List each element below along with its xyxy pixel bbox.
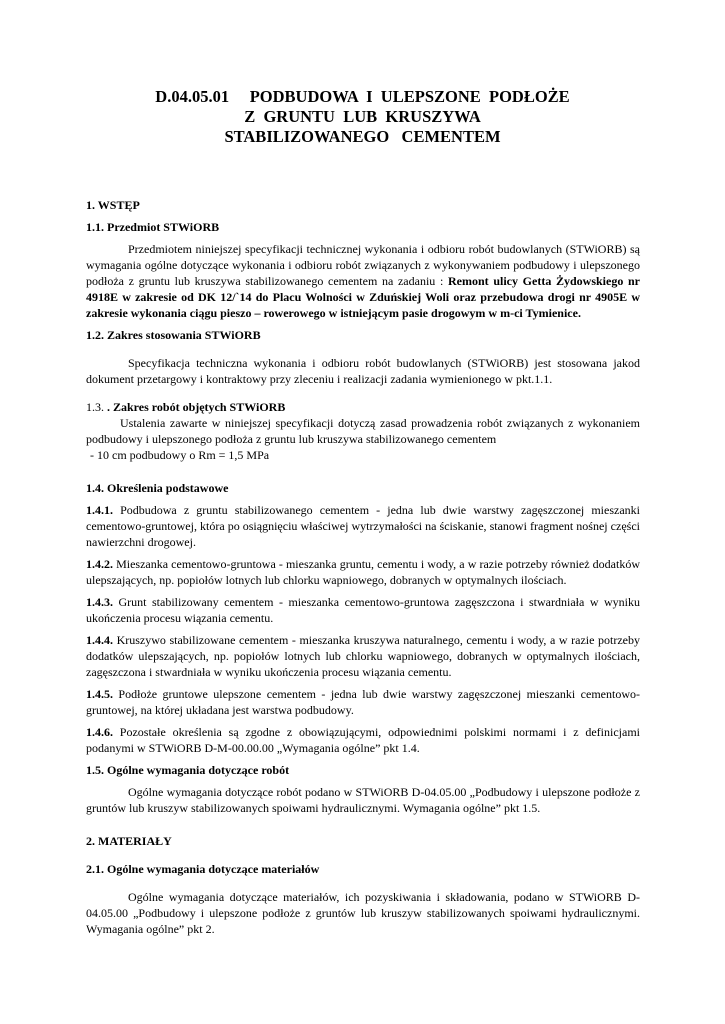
- section-1-3-number: 1.3.: [86, 400, 107, 414]
- section-1-3-list-item: - 10 cm podbudowy o Rm = 1,5 MPa: [90, 448, 270, 462]
- definition-item: [86, 556, 640, 588]
- title-line-2: Z GRUNTU LUB KRUSZYWA: [244, 107, 481, 126]
- definition-number: 1.4.1.: [86, 503, 113, 517]
- definition-item: [86, 632, 640, 680]
- definition-text: Grunt stabilizowany cementem - mieszanka cementowo-gruntowa zagęszczona i stwardniała w wyniku ukończenia procesu wiązania cementu.: [86, 595, 640, 625]
- section-1-2-paragraph: Specyfikacja techniczna wykonania i odbioru robót budowlanych (STWiORB) jest stosowana jakod dokument przetargowy i kontraktowy przy zleceniu i realizacji zadania wymienionego w pkt.1.1.: [86, 356, 640, 386]
- definition-text: Podłoże gruntowe ulepszone cementem - jedna lub dwie warstwy zagęszczonej mieszanki cementowo-gruntowej, na której układana jest warstwa podbudowy.: [86, 687, 640, 717]
- definition-text: Pozostałe określenia są zgodne z obowiązującymi, odpowiednimi polskimi normami i z definicjami podanymi w STWiORB D-M-00.00.00 „Wymagania ogólne” pkt 1.4.: [86, 725, 640, 755]
- title-line-3: STABILIZOWANEGO CEMENTEM: [224, 127, 501, 146]
- section-1-heading: 1. WSTĘP: [86, 198, 140, 212]
- section-1-1-project-name: Remont ulicy Getta Żydowskiego nr 4918E w zakresie od DK 12/`14 do Placu Wolności w Zduńskiej Woli oraz przebudowa drogi nr 4905E w zakresie wykonania ciągu pieszo – rowerowego w istniejącym pasie drogowym w m-ci Tymienice.: [86, 274, 641, 320]
- section-2-heading: 2. MATERIAŁY: [86, 834, 172, 848]
- title-line-1: D.04.05.01 PODBUDOWA I ULEPSZONE PODŁOŻE: [155, 87, 570, 106]
- definitions-list: [86, 502, 640, 762]
- document-title: [0, 87, 725, 147]
- definition-number: 1.4.4.: [86, 633, 113, 647]
- section-2-1-paragraph: Ogólne wymagania dotyczące materiałów, ich pozyskiwania i składowania, podano w STWiORB D-04.05.00 „Podbudowy i ulepszone podłoże z gruntów lub kruszyw stabilizowanych spoiwami hydraulicznymi. Wymagania ogólne” pkt 2.: [86, 890, 640, 936]
- definition-item: [86, 594, 640, 626]
- section-1-4-heading: 1.4. Określenia podstawowe: [86, 481, 229, 495]
- definition-item: [86, 724, 640, 756]
- section-1-1-heading: 1.1. Przedmiot STWiORB: [86, 220, 220, 234]
- document-body: [86, 197, 640, 937]
- definition-item: [86, 686, 640, 718]
- definition-number: 1.4.2.: [86, 557, 113, 571]
- section-2-1-heading: 2.1. Ogólne wymagania dotyczące materiałów: [86, 862, 320, 876]
- definition-item: [86, 502, 640, 550]
- section-1-5-paragraph: Ogólne wymagania dotyczące robót podano w STWiORB D-04.05.00 „Podbudowy i ulepszone podłoże z gruntów lub kruszyw stabilizowanych spoiwami hydraulicznymi. Wymagania ogólne” pkt 1.5.: [86, 785, 640, 815]
- section-1-3-heading: [86, 399, 640, 415]
- definition-number: 1.4.6.: [86, 725, 113, 739]
- definition-number: 1.4.3.: [86, 595, 113, 609]
- section-1-5-heading: 1.5. Ogólne wymagania dotyczące robót: [86, 763, 290, 777]
- definition-text: Kruszywo stabilizowane cementem - mieszanka kruszywa naturalnego, cementu i wody, a w razie potrzeby dodatków ulepszających, np. popiołów lotnych lub chlorku wapniowego, dobranych w optymalnych ilościach, zagęszczona i stwardniała w wyniku ukończenia procesu wiązania cementu.: [86, 633, 640, 679]
- section-1-1-paragraph: [86, 241, 640, 321]
- definition-text: Mieszanka cementowo-gruntowa - mieszanka gruntu, cementu i wody, a w razie potrzeby również dodatków ulepszających, np. popiołów lotnych lub chlorku wapniowego, dobranych w optymalnych ilościach.: [86, 557, 640, 587]
- section-1-2-heading: 1.2. Zakres stosowania STWiORB: [86, 328, 261, 342]
- definition-text: Podbudowa z gruntu stabilizowanego cementem - jedna lub dwie warstwy zagęszczonej mieszanki cementowo-gruntowej, która po osiągnięciu właściwej wytrzymałości na ściskanie, stanowi fragment nośnej części nawierzchni drogowej.: [86, 503, 640, 549]
- section-1-3-title: . Zakres robót objętych STWiORB: [107, 400, 286, 414]
- section-1-3-paragraph: Ustalenia zawarte w niniejszej specyfikacji dotyczą zasad prowadzenia robót związanych z wykonaniem podbudowy i ulepszonego podłoża z gruntu lub kruszywa stabilizowanego cementem: [86, 416, 640, 446]
- section-1-1-text: Przedmiotem niniejszej specyfikacji technicznej wykonania i odbioru robót budowlanych (STWiORB) są wymagania ogólne dotyczące wykonania i odbioru robót związanych z wykonywaniem podbudowy i ulepszonego podłoża z gruntu lub kruszywa stabilizowanego cementem na zadaniu :: [86, 242, 640, 288]
- definition-number: 1.4.5.: [86, 687, 113, 701]
